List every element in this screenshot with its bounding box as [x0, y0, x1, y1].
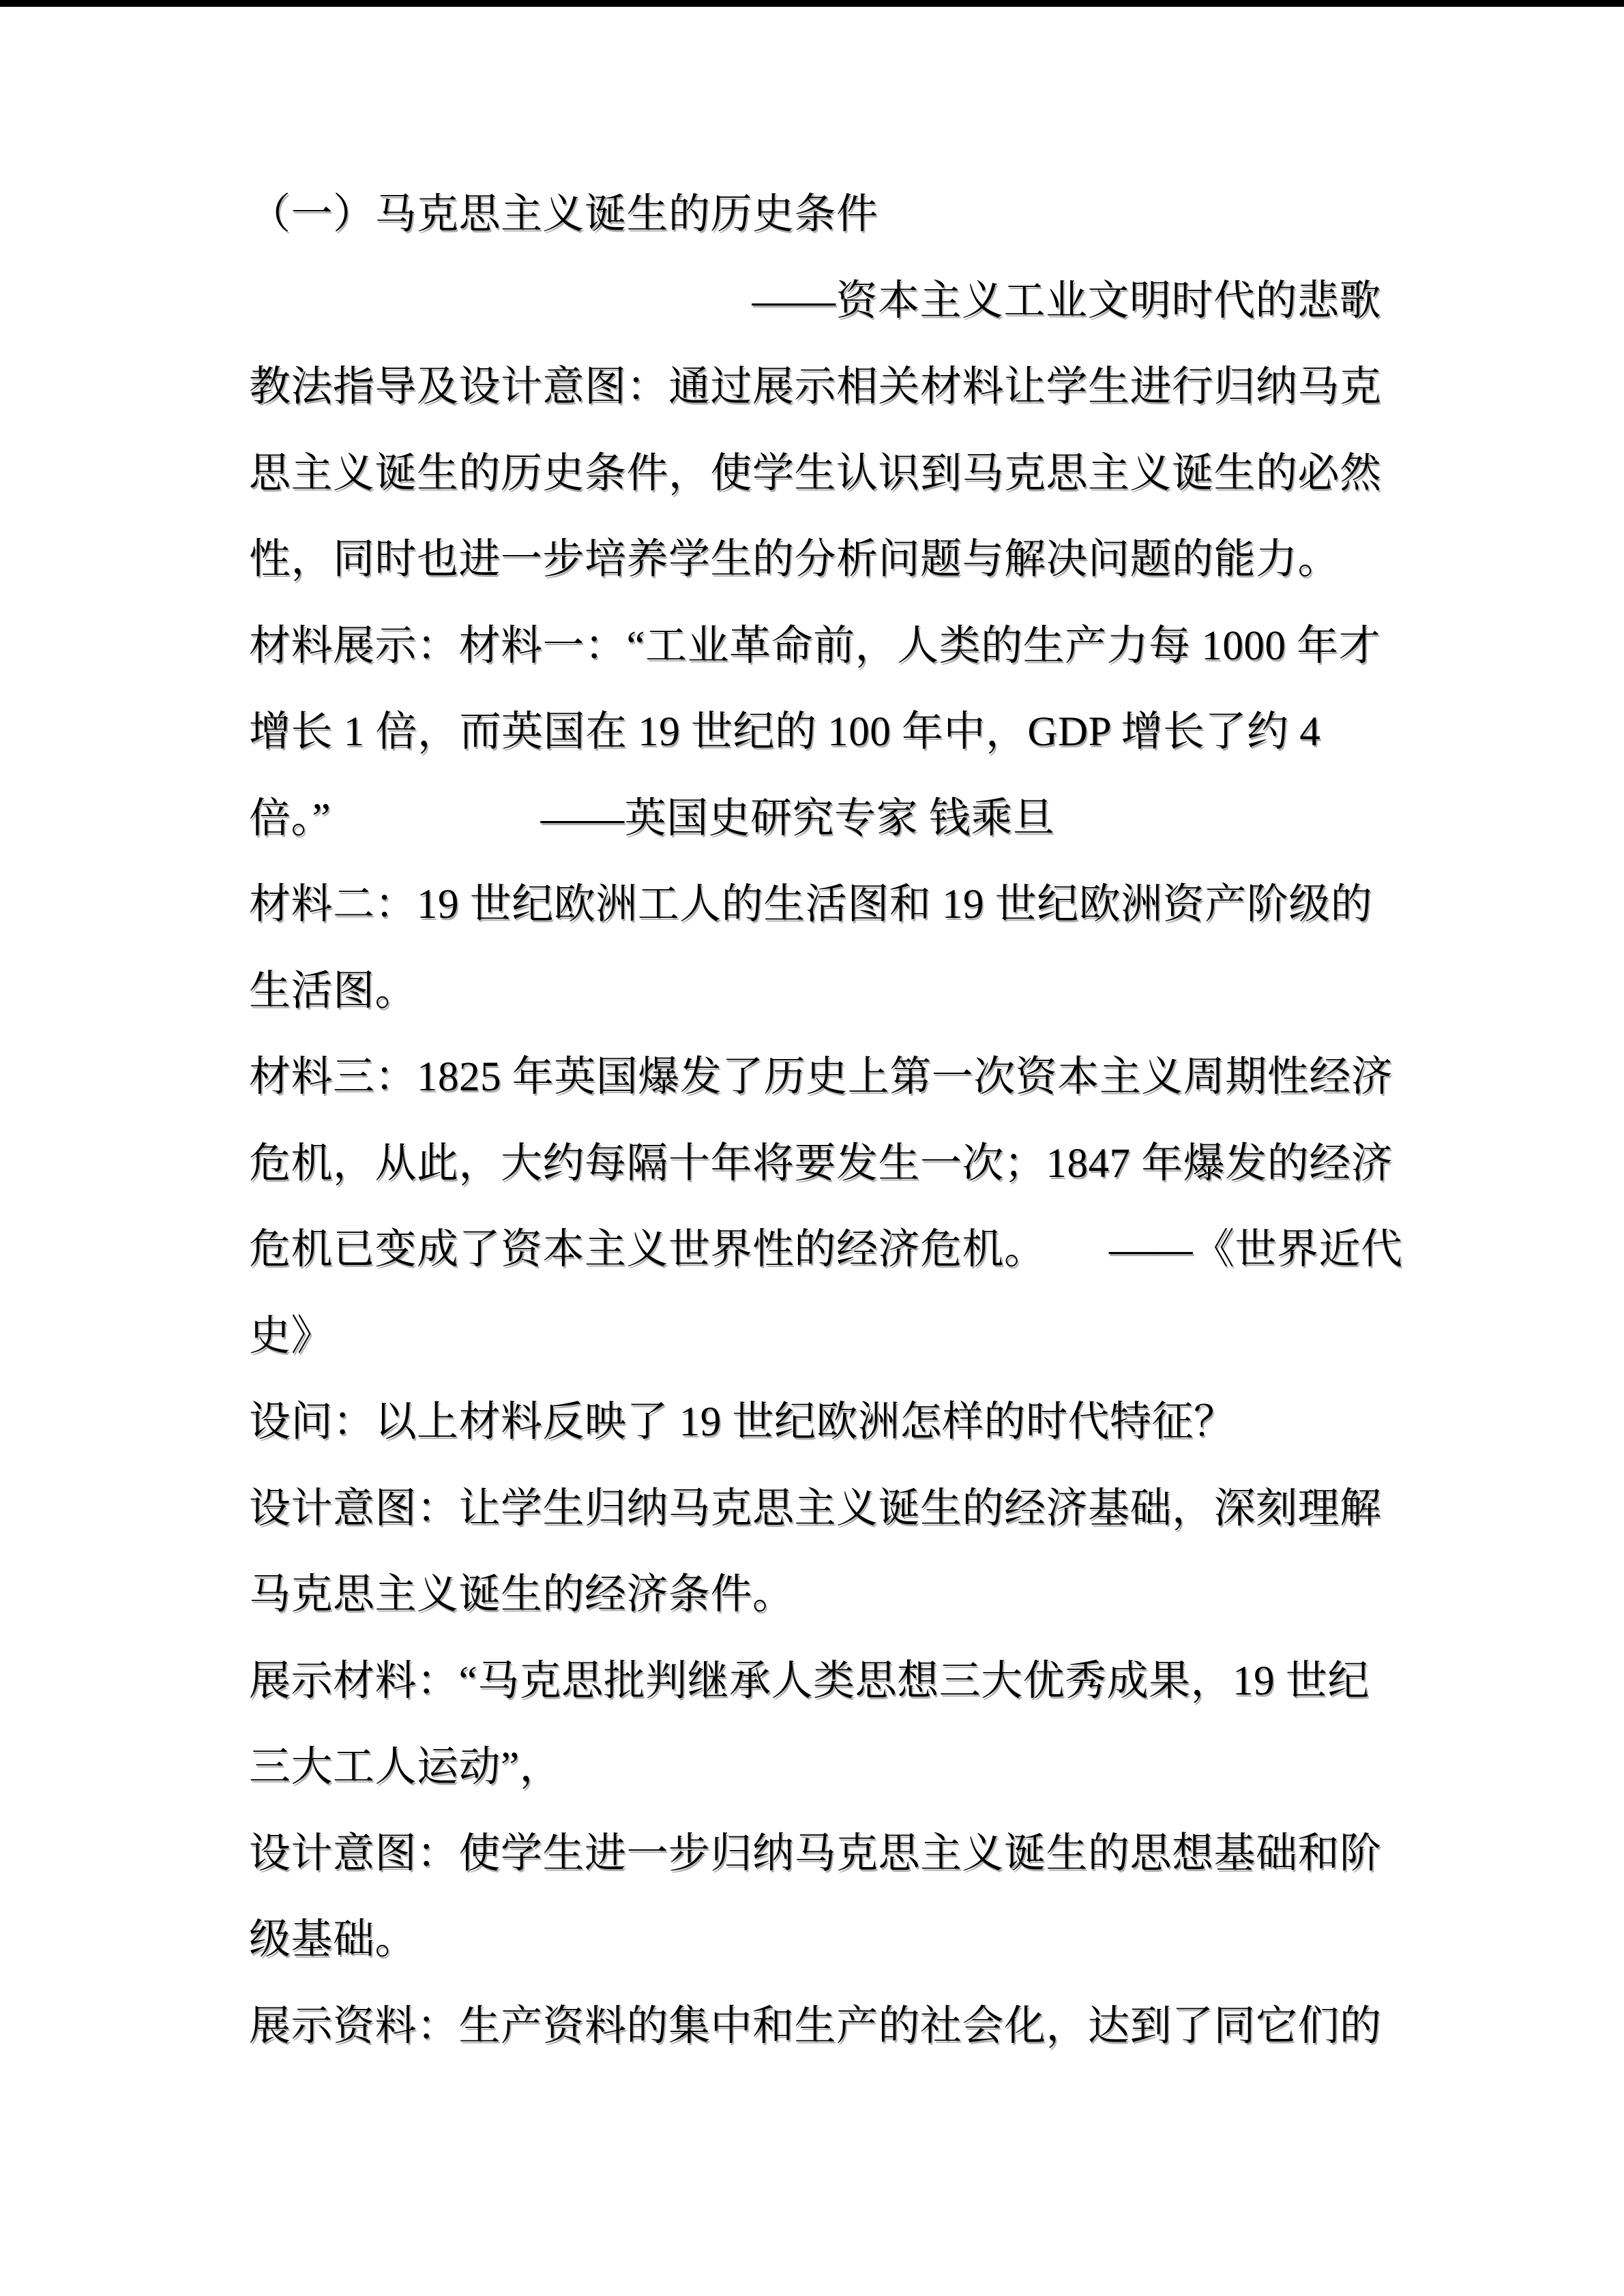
document-text-block [249, 172, 1403, 2070]
text-line: 材料二：19 世纪欧洲工人的生活图和 19 世纪欧洲资产阶级的 [249, 882, 1373, 927]
text-line: 史》 [249, 1313, 334, 1359]
text-line: 展示资料：生产资料的集中和生产的社会化，达到了同它们的 [249, 2003, 1382, 2049]
text-line: 性，同时也进一步培养学生的分析问题与解决问题的能力。 [249, 537, 1340, 582]
text-line-source-citation: 倍。” ——英国史研究专家 钱乘旦 [249, 795, 1055, 841]
text-line: 级基础。 [249, 1917, 417, 1963]
text-line: 展示材料：“马克思批判继承人类思想三大优秀成果，19 世纪 [249, 1658, 1370, 1704]
section-subtitle: ——资本主义工业文明时代的悲歌 [752, 278, 1381, 324]
text-line: 教法指导及设计意图：通过展示相关材料让学生进行归纳马克 [249, 364, 1382, 410]
text-line: 增长 1 倍，而英国在 19 世纪的 100 年中，GDP 增长了约 4 [249, 709, 1321, 755]
text-line: 思主义诞生的历史条件，使学生认识到马克思主义诞生的必然 [249, 450, 1382, 496]
text-line: 马克思主义诞生的经济条件。 [249, 1572, 795, 1617]
text-line-source-citation: 危机已变成了资本主义世界性的经济危机。 ——《世界近代 [249, 1227, 1403, 1272]
text-line: 设计意图：使学生进一步归纳马克思主义诞生的思想基础和阶 [249, 1830, 1382, 1877]
text-line: 设计意图：让学生归纳马克思主义诞生的经济基础，深刻理解 [249, 1485, 1382, 1532]
text-line: 材料三：1825 年英国爆发了历史上第一次资本主义周期性经济 [249, 1054, 1393, 1100]
text-line: 三大工人运动”， [249, 1744, 562, 1790]
text-line: 材料展示：材料一：“工业革命前，人类的生产力每 1000 年才 [249, 623, 1381, 669]
text-line: 生活图。 [249, 968, 417, 1014]
text-line: 设问：以上材料反映了 19 世纪欧洲怎样的时代特征？ [249, 1399, 1236, 1445]
top-edge-bar [0, 0, 1624, 7]
text-line: 危机，从此，大约每隔十年将要发生一次；1847 年爆发的经济 [249, 1140, 1393, 1187]
section-heading: （一）马克思主义诞生的历史条件 [249, 192, 879, 237]
